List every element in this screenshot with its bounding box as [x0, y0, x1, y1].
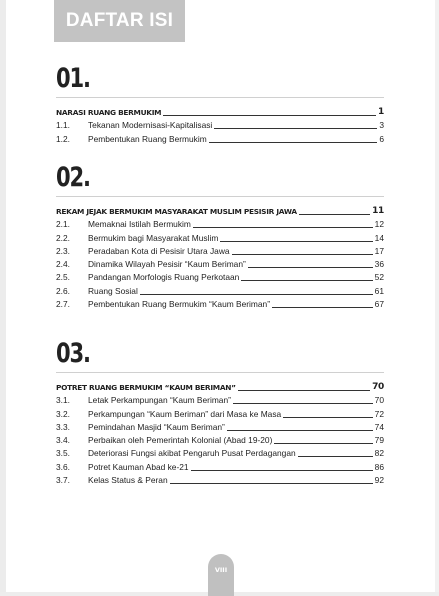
entry-page: 67: [374, 299, 384, 310]
entry-number: 1.2.: [56, 133, 70, 144]
entry-title: Potret Kauman Abad ke-21: [88, 461, 189, 472]
chapter-heading-row[interactable]: [56, 104, 384, 118]
entry-number: 2.4.: [56, 259, 70, 270]
toc-entry[interactable]: [56, 473, 384, 486]
leader-line: [140, 294, 373, 295]
page-number-tab: [208, 554, 234, 596]
entry-page: 61: [374, 285, 384, 296]
entry-page: 36: [374, 259, 384, 270]
entry-number: 2.5.: [56, 272, 70, 283]
page-edge-right: [435, 0, 439, 596]
entry-title: Peradaban Kota di Pesisir Utara Jawa: [88, 245, 230, 256]
toc-entry[interactable]: [56, 217, 384, 230]
toc-entry[interactable]: [56, 230, 384, 243]
entry-number: 3.3.: [56, 421, 70, 432]
toc-entry[interactable]: [56, 393, 384, 406]
entry-number: 3.6.: [56, 461, 70, 472]
toc-entry[interactable]: [56, 420, 384, 433]
entry-title: Pembentukan Ruang Bermukim: [88, 133, 207, 144]
leader-line: [191, 470, 373, 471]
entry-number: 3.7.: [56, 475, 70, 486]
entry-page: 14: [374, 232, 384, 243]
section-number: 03.: [56, 338, 90, 369]
entry-title: Bermukim bagi Masyarakat Muslim: [88, 232, 219, 243]
leader-line: [272, 307, 373, 308]
leader-line: [209, 142, 378, 143]
chapter-heading: POTRET RUANG BERMUKIM “KAUM BERIMAN”: [56, 383, 236, 392]
toc-entry[interactable]: [56, 257, 384, 270]
chapter-page: 11: [372, 206, 384, 216]
toc-header-banner: [54, 0, 185, 42]
entry-page: 82: [374, 448, 384, 459]
entry-page: 92: [374, 475, 384, 486]
chapter-heading: REKAM JEJAK BERMUKIM MASYARAKAT MUSLIM PESISIR JAWA: [56, 207, 297, 216]
entry-title: Ruang Sosial: [88, 285, 138, 296]
toc-entry[interactable]: [56, 283, 384, 296]
leader-line: [232, 254, 373, 255]
leader-line: [283, 417, 372, 418]
entry-title: Perkampungan “Kaum Beriman” dari Masa ke Masa: [88, 408, 282, 419]
leader-line: [248, 267, 373, 268]
entry-page: 3: [379, 120, 384, 131]
entry-page: 74: [374, 421, 384, 432]
entry-page: 17: [374, 245, 384, 256]
entry-page: 6: [379, 133, 384, 144]
toc-entry[interactable]: [56, 446, 384, 459]
entry-title: Tekanan Modernisasi-Kapitalisasi: [88, 120, 213, 131]
chapter-heading-row[interactable]: [56, 203, 384, 217]
entry-page: 70: [374, 395, 384, 406]
section-divider: [56, 97, 384, 98]
leader-line: [227, 430, 373, 431]
entry-number: 2.7.: [56, 299, 70, 310]
toc-entry[interactable]: [56, 270, 384, 283]
leader-line: [170, 483, 373, 484]
toc-entry[interactable]: [56, 459, 384, 472]
toc-entry[interactable]: [56, 244, 384, 257]
section-02: [56, 163, 384, 310]
entry-number: 2.6.: [56, 285, 70, 296]
section-number: 02.: [56, 162, 90, 193]
entry-number: 2.1.: [56, 219, 70, 230]
entry-number: 3.5.: [56, 448, 70, 459]
section-03: [56, 339, 384, 486]
entry-number: 1.1.: [56, 120, 70, 131]
section-divider: [56, 196, 384, 197]
entry-title: Deteriorasi Fungsi akibat Pengaruh Pusat Perdagangan: [88, 448, 296, 459]
entry-page: 52: [374, 272, 384, 283]
entry-page: 79: [374, 435, 384, 446]
entry-page: 72: [374, 408, 384, 419]
leader-line: [214, 128, 377, 129]
section-number: 01.: [56, 63, 90, 94]
leader-line: [193, 227, 373, 228]
chapter-heading: NARASI RUANG BERMUKIM: [56, 108, 162, 117]
toc-entry[interactable]: [56, 297, 384, 310]
leader-line: [238, 390, 370, 391]
leader-line: [241, 280, 372, 281]
leader-line: [274, 443, 372, 444]
page-number: VIII: [214, 566, 228, 574]
chapter-page: 70: [372, 382, 384, 392]
entry-title: Perbaikan oleh Pemerintah Kolonial (Abad 19-20): [88, 435, 273, 446]
toc-title: DAFTAR ISI: [65, 10, 174, 31]
entry-number: 3.2.: [56, 408, 70, 419]
toc-entry[interactable]: [56, 406, 384, 419]
toc-entry[interactable]: [56, 131, 384, 144]
chapter-heading-row[interactable]: [56, 379, 384, 393]
entry-title: Pemindahan Masjid “Kaum Beriman”: [88, 421, 225, 432]
entry-number: 3.1.: [56, 395, 70, 406]
leader-line: [220, 241, 372, 242]
chapter-page: 1: [378, 107, 384, 117]
entry-page: 86: [374, 461, 384, 472]
entry-title: Pandangan Morfologis Ruang Perkotaan: [88, 272, 240, 283]
toc-entry[interactable]: [56, 433, 384, 446]
entry-title: Letak Perkampungan “Kaum Beriman”: [88, 395, 231, 406]
leader-line: [299, 214, 370, 215]
section-divider: [56, 372, 384, 373]
leader-line: [298, 456, 373, 457]
leader-line: [233, 403, 373, 404]
entry-number: 2.2.: [56, 232, 70, 243]
entry-title: Pembentukan Ruang Bermukim “Kaum Beriman”: [88, 299, 271, 310]
entry-title: Kelas Status & Peran: [88, 475, 168, 486]
leader-line: [163, 115, 376, 116]
section-01: [56, 64, 384, 145]
entry-title: Dinamika Wilayah Pesisir “Kaum Beriman”: [88, 259, 246, 270]
toc-entry[interactable]: [56, 118, 384, 131]
entry-page: 12: [374, 219, 384, 230]
page-edge-left: [0, 0, 6, 596]
entry-number: 3.4.: [56, 435, 70, 446]
entry-title: Memaknai Istilah Bermukim: [88, 219, 191, 230]
entry-number: 2.3.: [56, 245, 70, 256]
